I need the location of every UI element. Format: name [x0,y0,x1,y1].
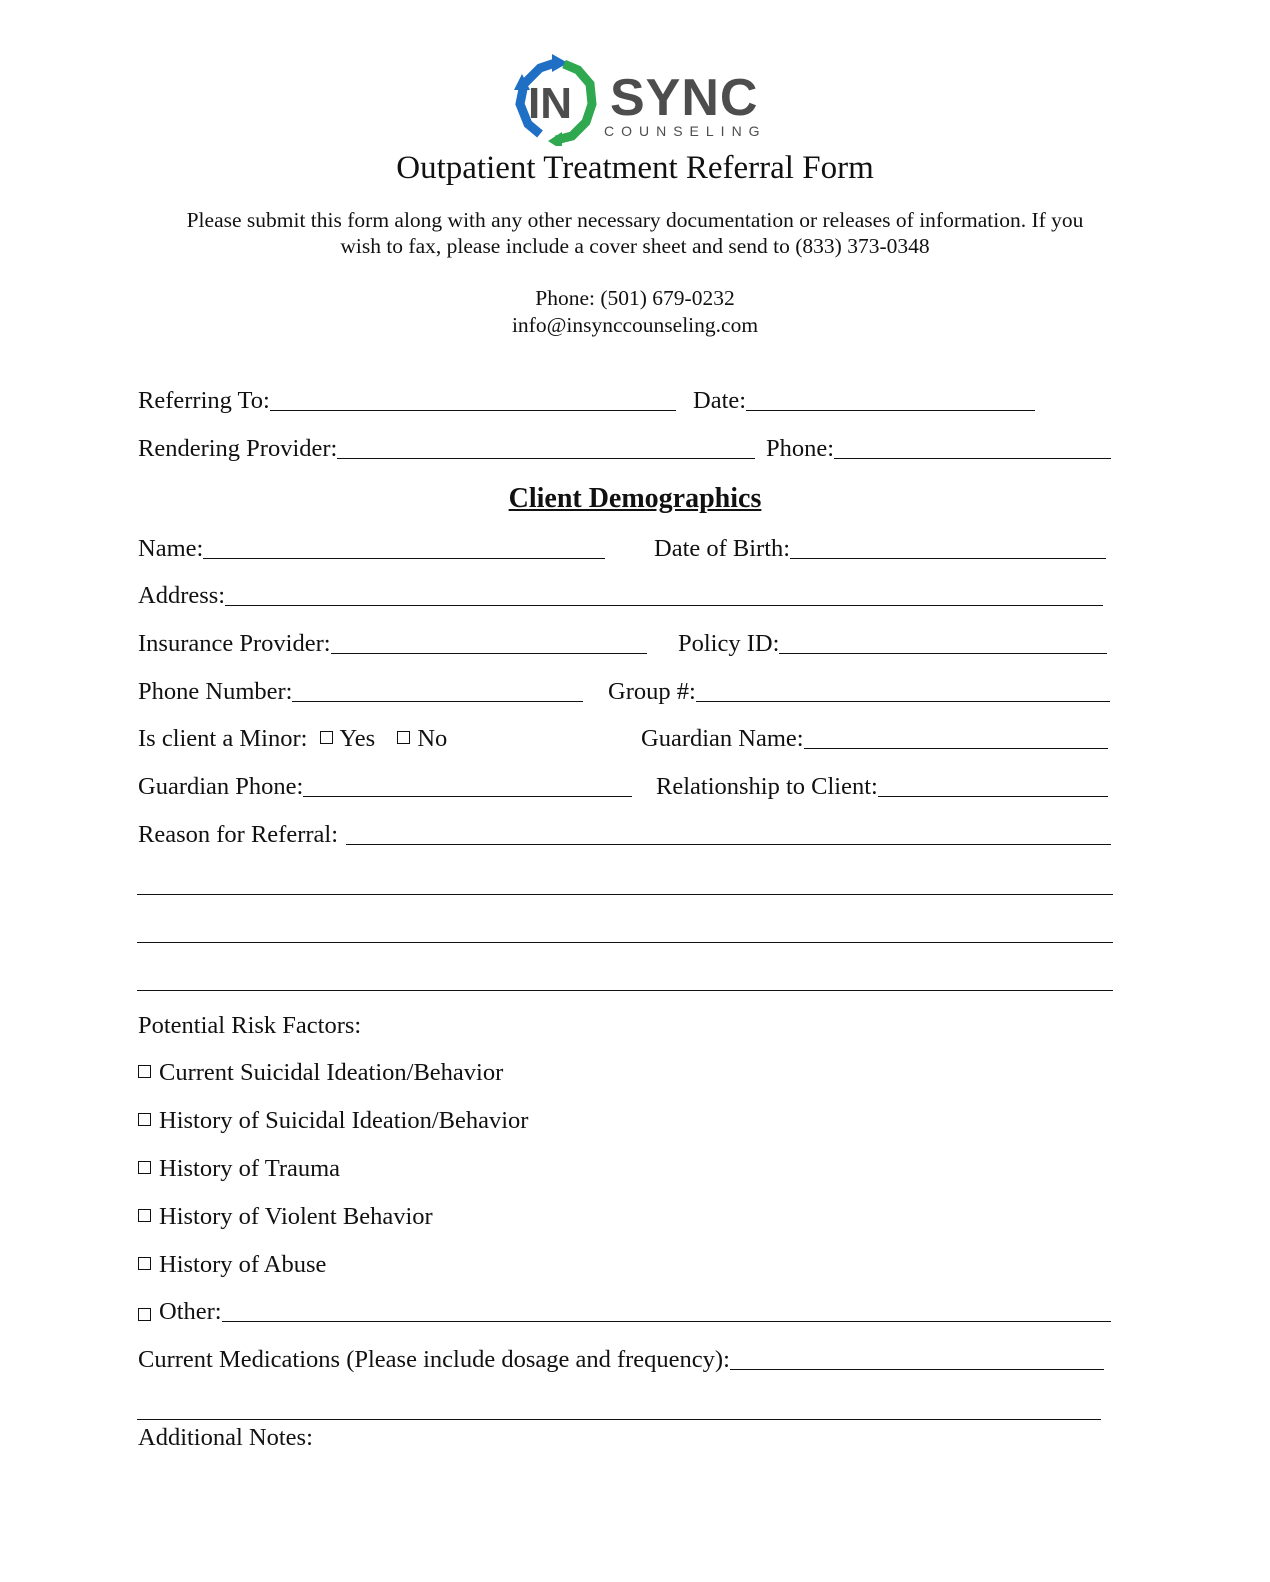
risk-factors-heading: Potential Risk Factors: [138,1012,362,1039]
contact-phone: Phone: (501) 679-0232 [535,286,735,310]
risk-item[interactable] [138,1202,433,1232]
medications-line[interactable] [730,1345,1104,1370]
referral-phone-field[interactable] [766,434,1111,464]
name-field[interactable] [138,534,605,564]
address-label: Address: [138,582,226,609]
policy-field[interactable] [678,629,1107,659]
rendering-provider-line[interactable] [337,434,755,459]
form-title: Outpatient Treatment Referral Form [396,150,874,186]
client-demographics-heading: Client Demographics [508,483,762,514]
phone-number-line[interactable] [292,677,583,702]
reason-extra-line-3[interactable] [137,990,1113,991]
guardian-name-label: Guardian Name: [641,725,804,752]
group-line[interactable] [696,677,1110,702]
dob-field[interactable] [654,534,1106,564]
risk-checkbox[interactable] [138,1257,151,1270]
risk-item[interactable] [138,1154,340,1184]
other-risk-checkbox[interactable] [138,1308,151,1321]
other-risk-line[interactable] [222,1297,1111,1322]
risk-item[interactable] [138,1250,326,1280]
logo-arrows-icon [512,54,604,146]
reason-label: Reason for Referral: [138,821,338,848]
reason-extra-line-2[interactable] [137,942,1113,943]
referral-phone-label: Phone: [766,435,835,462]
policy-line[interactable] [779,629,1107,654]
relationship-field[interactable] [656,772,1108,802]
guardian-name-line[interactable] [804,724,1108,749]
contact-email: info@insynccounseling.com [511,313,759,337]
risk-checkbox[interactable] [138,1209,151,1222]
guardian-phone-field[interactable] [138,772,632,802]
referral-phone-line[interactable] [834,434,1111,459]
other-risk-field[interactable] [138,1297,1111,1327]
risk-checkbox[interactable] [138,1113,151,1126]
minor-no-checkbox[interactable] [397,731,410,744]
date-line[interactable] [746,386,1035,411]
reason-line[interactable] [346,820,1111,845]
risk-item-label: History of Abuse [159,1251,327,1278]
risk-checkbox[interactable] [138,1161,151,1174]
guardian-phone-label: Guardian Phone: [138,773,304,800]
group-label: Group #: [608,678,696,705]
dob-line[interactable] [790,534,1106,559]
relationship-line[interactable] [878,772,1108,797]
rendering-provider-field[interactable] [138,434,755,464]
risk-item[interactable] [138,1106,528,1136]
minor-question [138,724,447,754]
intro-line-2: wish to fax, please include a cover sheet and send to (833) 373-0348 [340,234,930,258]
address-line[interactable] [225,581,1103,606]
referring-to-field[interactable] [138,386,676,416]
relationship-label: Relationship to Client: [656,773,878,800]
other-risk-label: Other: [159,1298,222,1325]
minor-yes-label: Yes [339,725,376,752]
risk-item-label: History of Suicidal Ideation/Behavior [159,1107,529,1134]
name-line[interactable] [203,534,605,559]
logo-subtitle: COUNSELING [604,123,767,139]
group-field[interactable] [608,677,1110,707]
insurance-line[interactable] [331,629,647,654]
referring-to-line[interactable] [270,386,676,411]
guardian-phone-line[interactable] [303,772,632,797]
dob-label: Date of Birth: [654,535,791,562]
guardian-name-field[interactable] [641,724,1108,754]
policy-label: Policy ID: [678,630,780,657]
risk-item[interactable] [138,1058,503,1088]
logo-mark-text: IN [528,79,572,128]
reason-extra-line-1[interactable] [137,894,1113,895]
risk-item-label: History of Violent Behavior [159,1203,433,1230]
intro-text [140,207,1130,259]
minor-yes-checkbox[interactable] [320,731,333,744]
address-field[interactable] [138,581,1103,611]
risk-checkbox[interactable] [138,1065,151,1078]
date-field[interactable] [693,386,1035,416]
reason-field[interactable] [138,820,1111,850]
phone-number-label: Phone Number: [138,678,293,705]
minor-label: Is client a Minor: [138,725,308,752]
medications-extra-line[interactable] [137,1419,1101,1420]
date-label: Date: [693,387,747,414]
phone-number-field[interactable] [138,677,583,707]
insurance-field[interactable] [138,629,647,659]
minor-no-label: No [417,725,448,752]
insync-logo [512,54,767,146]
logo-name: SYNC [610,69,759,127]
additional-notes-label: Additional Notes: [138,1424,313,1451]
risk-item-label: History of Trauma [159,1155,341,1182]
referring-to-label: Referring To: [138,387,270,414]
insurance-label: Insurance Provider: [138,630,331,657]
rendering-provider-label: Rendering Provider: [138,435,338,462]
contact-block [0,285,1270,339]
risk-item-label: Current Suicidal Ideation/Behavior [159,1059,504,1086]
name-label: Name: [138,535,204,562]
medications-label: Current Medications (Please include dosage and frequency): [138,1346,730,1373]
intro-line-1: Please submit this form along with any other necessary documentation or releases of information. If you [186,208,1084,232]
medications-field[interactable] [138,1345,1104,1375]
